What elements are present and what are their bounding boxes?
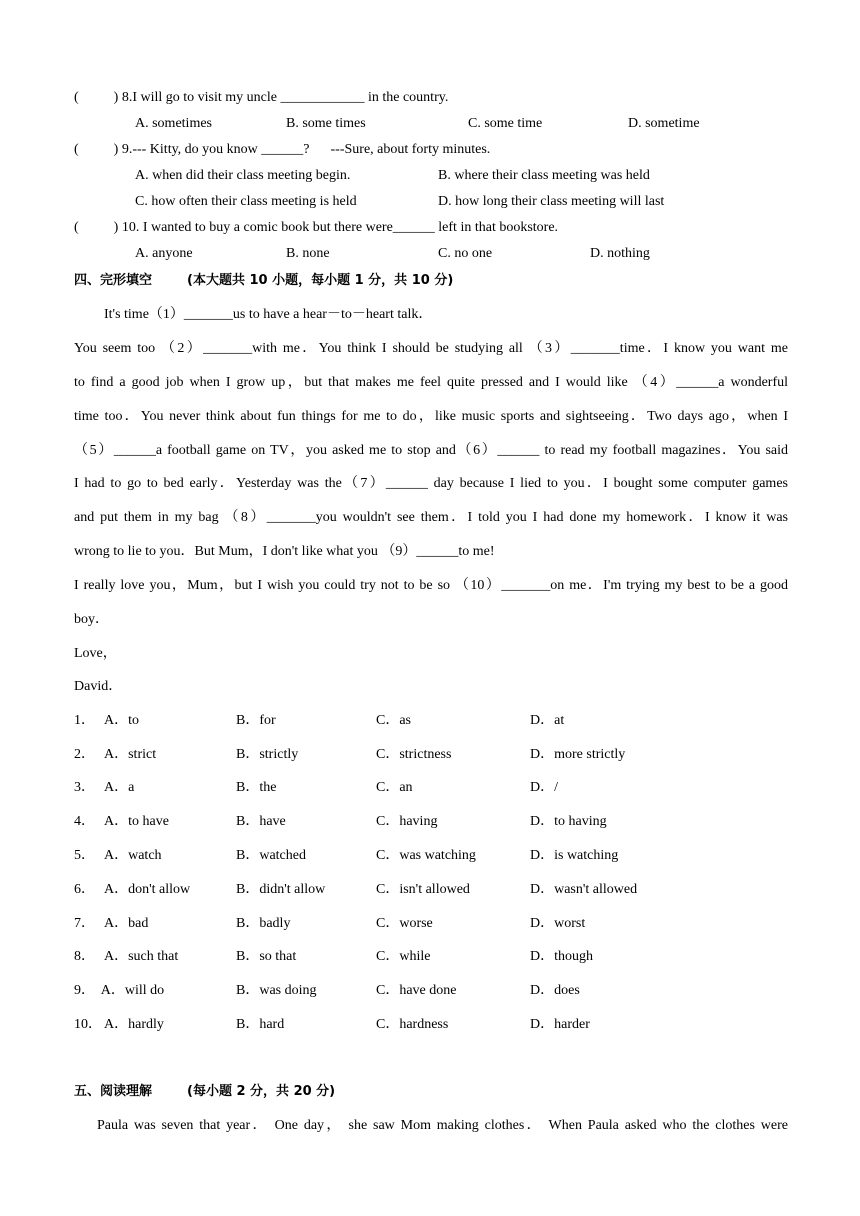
section-4-note: (本大题共 10 小题，每小题 1 分，共 10 分) [187, 273, 454, 288]
option-b: B．was doing [236, 983, 317, 998]
option-a: A．strict [104, 747, 157, 762]
answer-row [74, 981, 794, 1001]
option-a: A．to have [104, 814, 169, 829]
option-c: C．having [376, 814, 438, 829]
answer-row [74, 914, 794, 934]
question-10-option-b: B. none [286, 246, 330, 261]
passage-line: I really love you，Mum，but I wish you could try not to be so （10）_______on me．I'm trying my best to be a good [74, 578, 788, 593]
option-c: C．isn't allowed [376, 882, 470, 897]
question-9-option-c: C. how often their class meeting is held [135, 194, 357, 209]
option-a: A．watch [104, 848, 162, 863]
question-8-option-c: C. some time [468, 116, 543, 131]
passage-line: You seem too （2）_______with me．You think I should be studying all （3）_______time．I know you want me [74, 341, 788, 356]
option-d: D．does [530, 983, 580, 998]
passage-line: wrong to lie to you．But Mum，I don't like what you （9）______to me! [74, 544, 495, 559]
question-8-option-d: D. sometime [628, 116, 700, 131]
answer-row [74, 947, 794, 967]
answer-row [74, 778, 794, 798]
passage-line: （5）______a football game on TV，you asked me to stop and（6）______ to read my football magazines．You said [74, 443, 788, 458]
option-a: A．will do [98, 983, 165, 998]
passage-closing: Love， [74, 646, 117, 661]
option-d: D．/ [530, 780, 558, 795]
answer-number: 5． [74, 848, 95, 863]
option-c: C．an [376, 780, 413, 795]
passage-line: It's time（1）_______us to have a hear－to－heart talk． [104, 307, 433, 322]
question-8-option-b: B. some times [286, 116, 366, 131]
answer-number: 3． [74, 780, 95, 795]
option-a: A．hardly [104, 1017, 164, 1032]
option-a: A．a [104, 780, 135, 795]
answer-number: 7． [74, 916, 95, 931]
option-d: D．harder [530, 1017, 590, 1032]
option-c: C．while [376, 949, 431, 964]
option-d: D．more strictly [530, 747, 626, 762]
question-10-option-c: C. no one [438, 246, 493, 261]
option-d: D．at [530, 713, 565, 728]
option-b: B．badly [236, 916, 291, 931]
passage-signature: David． [74, 679, 123, 694]
option-b: B．have [236, 814, 286, 829]
question-9-option-d: D. how long their class meeting will last [438, 194, 665, 209]
passage-line: time too．You never think about fun things for me to do，like music sports and sightseeing．Two days ago，when I [74, 409, 788, 424]
option-d: D．is watching [530, 848, 619, 863]
passage-line: I had to go to bed early．Yesterday was the（7）______ day because I lied to you．I bought some computer games [74, 476, 788, 491]
option-d: D．wasn't allowed [530, 882, 638, 897]
passage-line: to find a good job when I grow up，but that makes me feel quite pressed and I would like （4）______a wonderful [74, 375, 788, 390]
option-b: B．hard [236, 1017, 285, 1032]
answer-number: 1． [74, 713, 95, 728]
option-d: D．though [530, 949, 593, 964]
answer-row [74, 745, 794, 765]
option-c: C．was watching [376, 848, 476, 863]
answer-number: 6． [74, 882, 95, 897]
option-c: C．hardness [376, 1017, 449, 1032]
option-d: D．to having [530, 814, 607, 829]
option-a: A．such that [104, 949, 179, 964]
answer-row [74, 1015, 794, 1035]
option-d: D．worst [530, 916, 586, 931]
reading-passage-line: Paula was seven that year． One day， she saw Mom making clothes． When Paula asked who the clothes were [97, 1118, 788, 1133]
option-c: C．have done [376, 983, 457, 998]
question-8-stem: ( ) 8.I will go to visit my uncle ____________ in the country. [74, 90, 449, 105]
section-4-heading: 四、完形填空 [74, 273, 153, 288]
option-c: C．worse [376, 916, 433, 931]
question-9-stem: ( ) 9.--- Kitty, do you know ______? ---Sure, about forty minutes. [74, 142, 491, 157]
option-a: A．don't allow [104, 882, 191, 897]
option-b: B．strictly [236, 747, 299, 762]
question-9-option-a: A. when did their class meeting begin. [135, 168, 351, 183]
option-b: B．for [236, 713, 276, 728]
answer-row [74, 812, 794, 832]
question-10-option-a: A. anyone [135, 246, 193, 261]
question-10-option-d: D. nothing [590, 246, 650, 261]
passage-line: boy． [74, 612, 109, 627]
option-b: B．the [236, 780, 277, 795]
option-b: B．so that [236, 949, 297, 964]
answer-number: 8． [74, 949, 95, 964]
option-b: B．watched [236, 848, 306, 863]
answer-number: 10． [74, 1017, 102, 1032]
question-8-option-a: A. sometimes [135, 116, 212, 131]
section-5-note: (每小题 2 分，共 20 分) [187, 1084, 336, 1099]
answer-row [74, 711, 794, 731]
option-c: C．as [376, 713, 411, 728]
option-a: A．bad [104, 916, 149, 931]
answer-number: 4． [74, 814, 95, 829]
option-a: A．to [104, 713, 139, 728]
question-9-option-b: B. where their class meeting was held [438, 168, 650, 183]
answer-row [74, 846, 794, 866]
answer-row [74, 880, 794, 900]
option-c: C．strictness [376, 747, 452, 762]
question-10-stem: ( ) 10. I wanted to buy a comic book but there were______ left in that bookstore. [74, 220, 559, 235]
answer-number: 2． [74, 747, 95, 762]
passage-line: and put them in my bag （8）_______you wouldn't see them．I told you I had done my homework．I know it was [74, 510, 788, 525]
answer-number: 9． [74, 983, 95, 998]
section-5-heading: 五、阅读理解 [74, 1084, 153, 1099]
option-b: B．didn't allow [236, 882, 326, 897]
